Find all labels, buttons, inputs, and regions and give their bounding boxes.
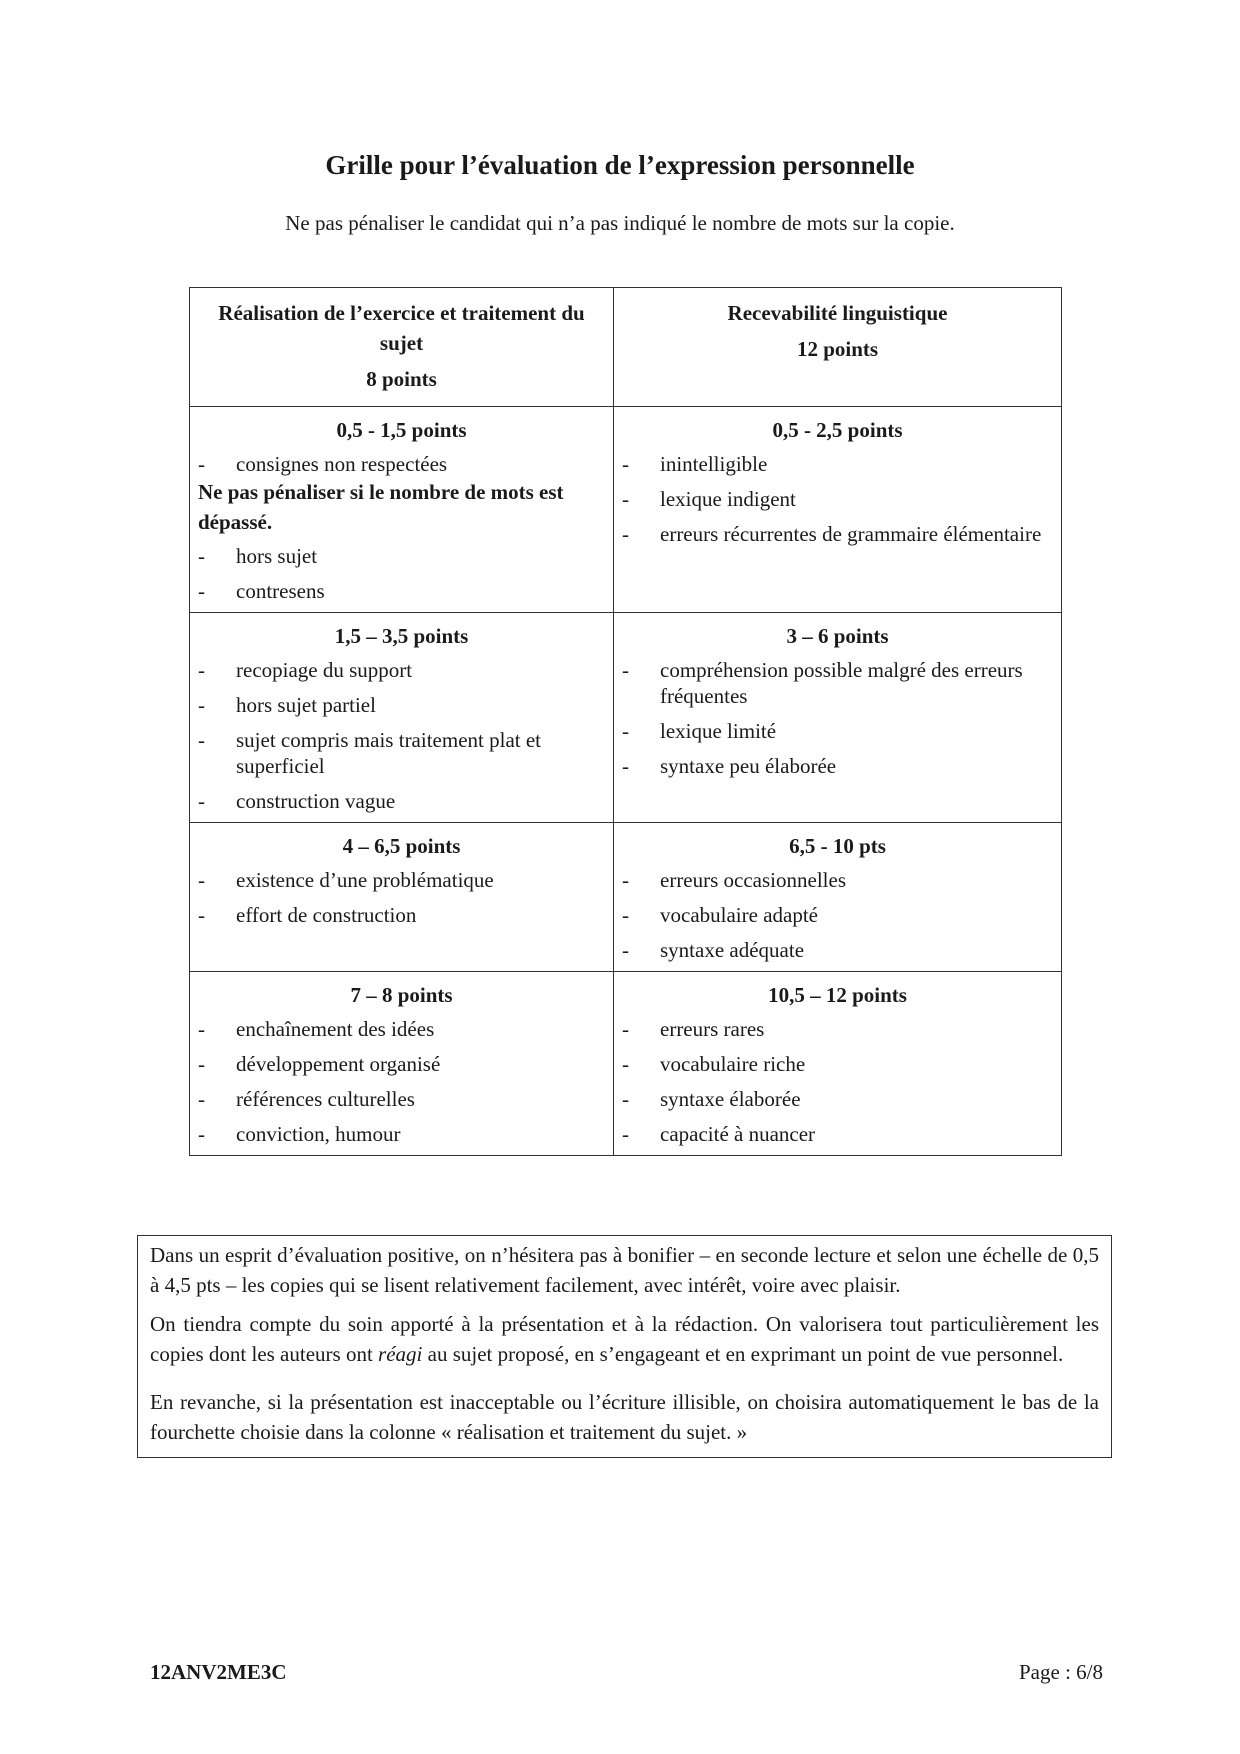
- criteria-list: [622, 657, 1053, 779]
- page-subtitle: Ne pas pénaliser le candidat qui n’a pas indiqué le nombre de mots sur la copie.: [285, 211, 955, 235]
- column-header-points: 8 points: [366, 367, 437, 391]
- band-cell-right: [614, 823, 1062, 972]
- band-title: 1,5 – 3,5 points: [334, 624, 469, 648]
- emphasis-text: réagi: [378, 1342, 423, 1366]
- grid-row: [190, 972, 1062, 1156]
- text-span: On tiendra compte du soin apporté à la présentation et à la rédaction. On valorisera tout particulièrement les copies dont les auteurs ont: [150, 1312, 1099, 1366]
- criteria-item: - consignes non respectées: [198, 451, 605, 477]
- criteria-list: [198, 867, 605, 928]
- text-span: au sujet proposé, en s’engageant et en exprimant un point de vue personnel.: [422, 1342, 1064, 1366]
- band-title: 0,5 - 1,5 points: [336, 418, 467, 442]
- criteria-item: - hors sujet: [198, 543, 605, 569]
- criteria-item: - syntaxe peu élaborée: [622, 753, 1053, 779]
- criteria-list: [198, 543, 605, 604]
- grid-row: [190, 613, 1062, 823]
- band-cell-left: [190, 823, 614, 972]
- criteria-item: - erreurs occasionnelles: [622, 867, 1053, 893]
- band-cell-left: [190, 613, 614, 823]
- bonus-instructions-box: [137, 1235, 1112, 1458]
- criteria-item: - effort de construction: [198, 902, 605, 928]
- criteria-list: [622, 1016, 1053, 1147]
- column-header-recevabilite: [614, 288, 1062, 407]
- criteria-item: - compréhension possible malgré des erreurs fréquentes: [622, 657, 1053, 709]
- criteria-item: - développement organisé: [198, 1051, 605, 1077]
- column-header-realisation: [190, 288, 614, 407]
- criteria-item: - conviction, humour: [198, 1121, 605, 1147]
- criteria-list: [622, 867, 1053, 963]
- penalty-paragraph: En revanche, si la présentation est inacceptable ou l’écriture illisible, on choisira automatiquement le bas de la fourchette choisie dans la colonne « réalisation et traitement du sujet. »: [150, 1390, 1099, 1444]
- band-title: 3 – 6 points: [786, 624, 889, 648]
- band-cell-right: [614, 972, 1062, 1156]
- criteria-item: - vocabulaire adapté: [622, 902, 1053, 928]
- grid-row: [190, 823, 1062, 972]
- criteria-item: - existence d’une problématique: [198, 867, 605, 893]
- column-header-label: Recevabilité linguistique: [727, 301, 948, 325]
- page-number: Page : 6/8: [1019, 1660, 1103, 1684]
- criteria-item: - contresens: [198, 578, 605, 604]
- criteria-list: [198, 1016, 605, 1147]
- criteria-item: - enchaînement des idées: [198, 1016, 605, 1042]
- presentation-paragraph: [150, 1309, 1099, 1369]
- page-title: Grille pour l’évaluation de l’expression personnelle: [325, 150, 915, 180]
- grid-header-row: [190, 288, 1062, 407]
- penalty-note: Ne pas pénaliser si le nombre de mots est dépassé.: [198, 480, 564, 534]
- criteria-item: - erreurs récurrentes de grammaire élémentaire: [622, 521, 1053, 547]
- document-code: 12ANV2ME3C: [150, 1660, 287, 1684]
- band-title: 6,5 - 10 pts: [789, 834, 886, 858]
- criteria-item: - construction vague: [198, 788, 605, 814]
- band-title: 4 – 6,5 points: [342, 834, 461, 858]
- column-header-points: 12 points: [796, 337, 879, 361]
- grid-row: [190, 407, 1062, 613]
- criteria-item: - lexique indigent: [622, 486, 1053, 512]
- band-cell-left: [190, 972, 614, 1156]
- criteria-item: - syntaxe élaborée: [622, 1086, 1053, 1112]
- column-header-label: Réalisation de l’exercice et traitement du sujet: [218, 301, 585, 355]
- criteria-list: [622, 451, 1053, 547]
- criteria-list: [198, 657, 605, 814]
- criteria-item: - sujet compris mais traitement plat et superficiel: [198, 727, 605, 779]
- criteria-item: - capacité à nuancer: [622, 1121, 1053, 1147]
- band-title: 10,5 – 12 points: [768, 983, 907, 1007]
- criteria-item: - erreurs rares: [622, 1016, 1053, 1042]
- band-cell-right: [614, 613, 1062, 823]
- band-cell-right: [614, 407, 1062, 613]
- criteria-item: - recopiage du support: [198, 657, 605, 683]
- criteria-list: [198, 451, 605, 477]
- band-cell-left: [190, 407, 614, 613]
- band-title: 7 – 8 points: [350, 983, 453, 1007]
- criteria-item: - lexique limité: [622, 718, 1053, 744]
- bonus-paragraph: Dans un esprit d’évaluation positive, on n’hésitera pas à bonifier – en seconde lecture et selon une échelle de 0,5 à 4,5 pts – les copies qui se lisent relativement facilement, avec intérêt, voire avec plaisir.: [150, 1243, 1099, 1297]
- evaluation-grid: [189, 287, 1062, 1156]
- criteria-item: - inintelligible: [622, 451, 1053, 477]
- criteria-item: - références culturelles: [198, 1086, 605, 1112]
- criteria-item: - syntaxe adéquate: [622, 937, 1053, 963]
- criteria-item: - hors sujet partiel: [198, 692, 605, 718]
- band-title: 0,5 - 2,5 points: [772, 418, 903, 442]
- criteria-item: - vocabulaire riche: [622, 1051, 1053, 1077]
